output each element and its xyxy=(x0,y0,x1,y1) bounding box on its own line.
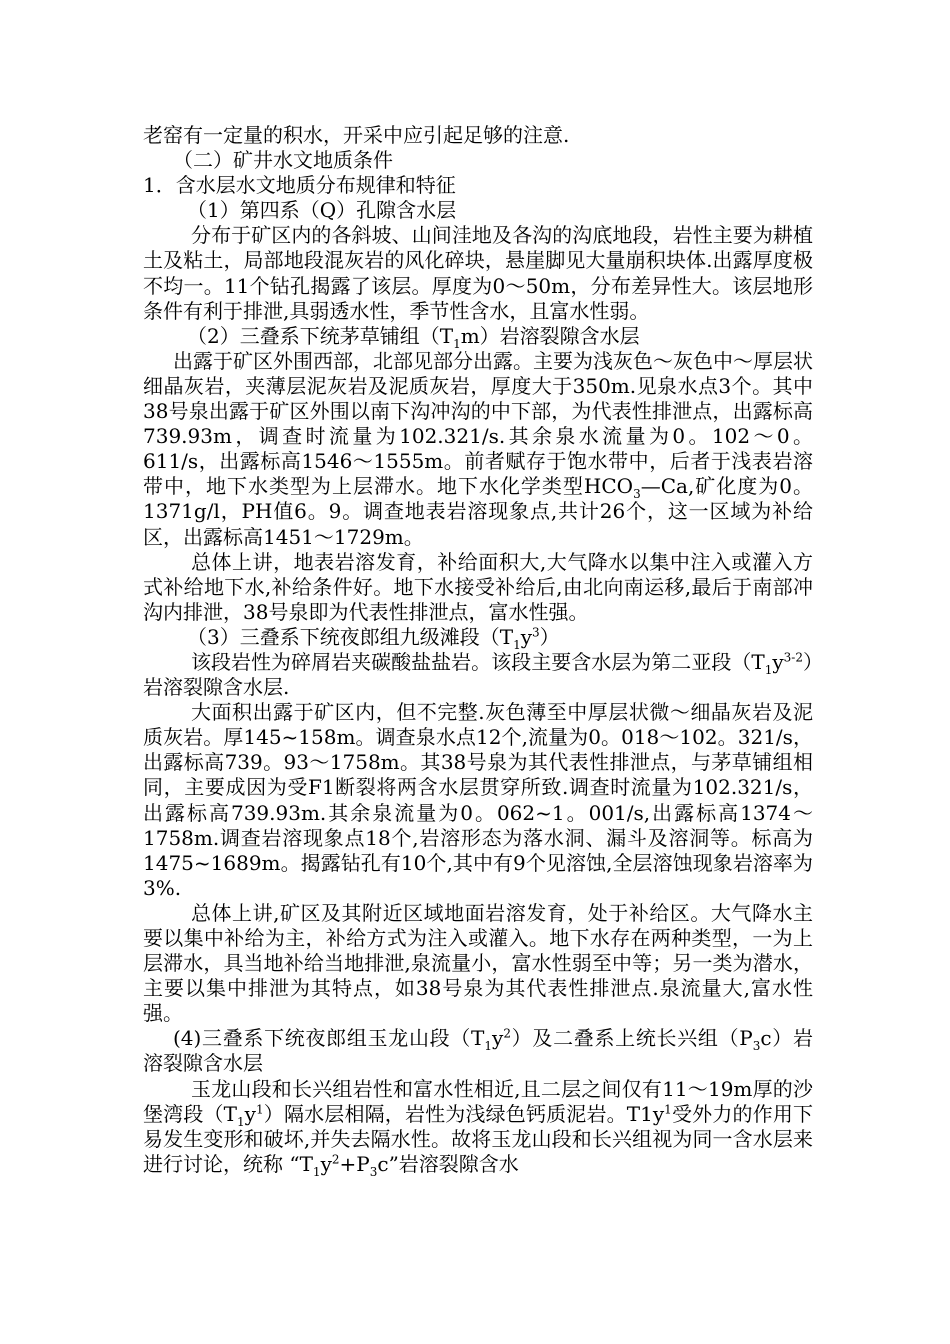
heading-maocaopu-aquifer: （2）三叠系下统茅草铺组$(T_1m)$岩溶裂隙含水层 xyxy=(187,323,640,351)
heading-jiujitan-section: （3）三叠系下统夜郎组九级滩段$(T_1y^3)$ xyxy=(187,624,560,652)
paragraph-jiujitan-summary: 总体上讲,矿区及其附近区域地面岩溶发育，处于补给区。大气降水主要以集中补给为主，补给方式为注入或灌入。地下水存在两种类型，一为上层滞水，具当地补给当地排泄,泉流量小，富水性弱至中等；另一类为潜水，主要以集中排泄为其特点，如38号泉为其代表性排泄点.泉流量大,富水性强。 xyxy=(143,900,813,1026)
heading-quaternary-aquifer: （1）第四系（Q）孔隙含水层 xyxy=(187,198,457,223)
paragraph-old-kiln-water: 老窑有一定量的积水，开采中应引起足够的注意. xyxy=(143,123,570,147)
paragraph-jiujitan-exposure: 大面积出露于矿区内，但不完整.灰色薄至中厚层状微～细晶灰岩及泥质灰岩。厚145~158m。调查泉水点12个,流量为0。018～102。321/s，出露标高739。93～1758m。其38号泉为其代表性排泄点，与茅草铺组相同，主要成因为受F1断裂将两含水层贯穿所致.调查时流量为102.321/s，出露标高739.93m.其余泉流量为0。062~1。001/s,出露标高1374～1758m.调查岩溶现象点18个,岩溶形态为落水洞、漏斗及溶洞等。标高为1475~1689m。揭露钻孔有10个,其中有9个见溶蚀,全层溶蚀现象岩溶率为3%. xyxy=(143,700,813,900)
paragraph-jiujitan-lithology: 该段岩性为碎屑岩夹碳酸盐盐岩。该段主要含水层为第二亚段$(T_1y^{3-2})$岩溶裂隙含水层. xyxy=(143,649,813,700)
heading-yulongshan-changxing: (4)三叠系下统夜郎组玉龙山段$(T_1y^2)$及二叠系上统长兴组$(P_3c)$岩溶裂隙含水层 xyxy=(143,1026,813,1076)
paragraph-maocaopu-summary: 总体上讲，地表岩溶发育，补给面积大,大气降水以集中注入或灌入方式补给地下水,补给条件好。地下水接受补给后,由北向南运移,最后于南部冲沟内排泄，38号泉即为代表性排泄点，富水性强。 xyxy=(143,549,813,624)
paragraph-maocaopu: 出露于矿区外围西部，北部见部分出露。主要为浅灰色～灰色中～厚层状细晶灰岩，夹薄层泥灰岩及泥质灰岩，厚度大于350m.见泉水点3个。其中38号泉出露于矿区外围以南下沟冲沟的中下部，为代表性排泄点，出露标高739.93m，调查时流量为102.321/s.其余泉水流量为0。102～0。611/s，出露标高1546～1555m。前者赋存于饱水带中，后者于浅表岩溶带中，地下水类型为上层滞水。地下水化学类型$HCO_3—Ca$,矿化度为0。1371g/l，PH值6。9。调查地表岩溶现象点,共计26个，这一区域为补给区，出露标高1451～1729m。 xyxy=(143,348,814,549)
document-page xyxy=(143,123,813,1177)
heading-mine-hydrogeology: （二）矿井水文地质条件 xyxy=(173,148,393,173)
paragraph-quaternary: 分布于矿区内的各斜坡、山间洼地及各沟的沟底地段，岩性主要为耕植土及粘土，局部地段混灰岩的风化碎块，悬崖脚见大量崩积块体.出露厚度极不均一。11个钻孔揭露了该层。厚度为0～50m，分布差异性大。该层地形条件有利于排泄,具弱透水性，季节性含水，且富水性弱。 xyxy=(143,223,813,323)
heading-aquifer-distribution: 1．含水层水文地质分布规律和特征 xyxy=(143,173,456,198)
paragraph-yulongshan: 玉龙山段和长兴组岩性和富水性相近,且二层之间仅有11～19m厚的沙堡湾段$(T_1y^1)$隔水层相隔，岩性为浅绿色钙质泥岩。$T1y^1$受外力的作用下易发生变形和破坏,并失去隔水性。故将玉龙山段和长兴组视为同一含水层来进行讨论，统称 “$T_1y^2+P_3c$”岩溶裂隙含水 xyxy=(143,1076,813,1179)
